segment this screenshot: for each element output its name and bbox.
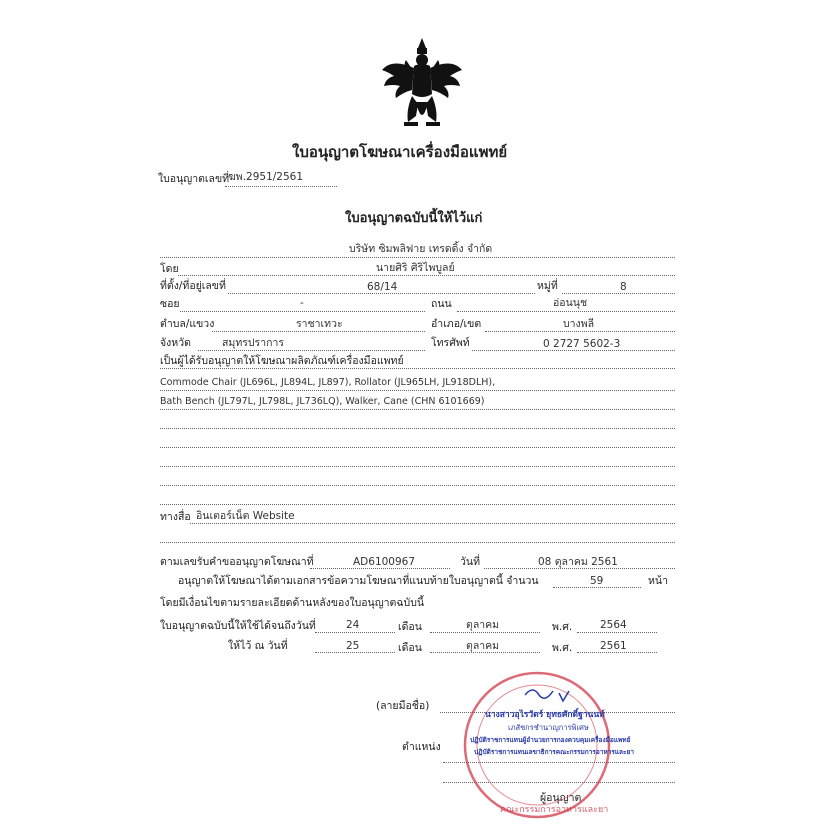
moo-value: 8	[620, 281, 627, 293]
media-label: ทางสื่อ	[160, 511, 191, 523]
signature-label: (ลายมือชื่อ)	[376, 700, 430, 712]
issued-month: ตุลาคม	[466, 640, 500, 652]
district-value: บางพลี	[563, 318, 595, 330]
road-line	[457, 311, 675, 312]
soi-label: ซอย	[160, 298, 180, 310]
issued-year: 2561	[600, 640, 627, 652]
stamp-acting-2: ปฏิบัติราชการแทนเลขาธิการคณะกรรมการอาหารและยา	[474, 748, 634, 756]
products-line-1-rule	[160, 390, 675, 391]
moo-label: หมู่ที่	[537, 280, 558, 292]
district-line	[485, 331, 675, 332]
media-value: อินเตอร์เน็ต Website	[196, 510, 295, 522]
products-line-1: Commode Chair (JL696L, JL894L, JL897), Rollator (JL965LH, JL918DLH),	[160, 377, 496, 388]
company-line	[160, 257, 675, 258]
by-label: โดย	[160, 263, 179, 275]
by-value: นายศิริ ศิริไพบูลย์	[376, 262, 455, 274]
valid-month-line	[430, 632, 540, 633]
issued-day-line	[315, 652, 395, 653]
license-no-value: ฆพ.2951/2561	[228, 171, 304, 183]
media-line-2	[160, 542, 675, 543]
products-line-2: Bath Bench (JL797L, JL798L, JL736LQ), Walker, Cane (CHN 6101669)	[160, 396, 485, 407]
blank-line-1	[160, 428, 675, 429]
phone-value: 0 2727 5602-3	[543, 338, 621, 350]
valid-day: 24	[346, 619, 360, 631]
valid-month-label: เดือน	[398, 621, 422, 633]
pages-value: 59	[590, 575, 604, 587]
moo-line	[562, 293, 675, 294]
issued-month-label: เดือน	[398, 642, 422, 654]
subdistrict-value: ราชาเทวะ	[296, 318, 343, 330]
subdistrict-line	[212, 331, 425, 332]
by-line	[178, 275, 675, 276]
road-value: อ่อนนุช	[553, 297, 588, 309]
garuda-emblem-icon	[378, 36, 466, 132]
pages-line	[553, 587, 641, 588]
stamp-seal-text: คณะกรรมการอาหารและยา	[500, 805, 609, 815]
issued-year-label: พ.ศ.	[552, 642, 573, 654]
subdistrict-label: ตำบล/แขวง	[160, 318, 215, 330]
soi-line	[180, 311, 425, 312]
blank-line-5	[160, 504, 675, 505]
media-line	[190, 523, 675, 524]
valid-until-label: ใบอนุญาตฉบับนี้ให้ใช้ได้จนถึงวันที่	[160, 620, 316, 632]
blank-line-3	[160, 466, 675, 467]
valid-day-line	[315, 632, 395, 633]
document-title: ใบอนุญาตโฆษณาเครื่องมือแพทย์	[292, 143, 508, 161]
district-label: อำเภอ/เขต	[431, 318, 482, 330]
stamp-title: เภสัชกรชำนาญการพิเศษ	[508, 723, 589, 732]
valid-year-label: พ.ศ.	[552, 621, 573, 633]
request-date-value: 08 ตุลาคม 2561	[538, 556, 618, 568]
request-line	[310, 568, 450, 569]
issued-year-line	[577, 652, 657, 653]
request-value: AD6100967	[353, 556, 416, 568]
request-date-label: วันที่	[460, 556, 480, 568]
valid-month: ตุลาคม	[466, 619, 500, 631]
issued-label: ให้ไว้ ณ วันที่	[228, 640, 288, 652]
approval-text: อนุญาตให้โฆษณาได้ตามเอกสารข้อความโฆษณาที่แนบท้ายใบอนุญาตนี้ จำนวน	[178, 575, 539, 587]
blank-line-2	[160, 447, 675, 448]
blank-line-4	[160, 485, 675, 486]
valid-year: 2564	[600, 619, 627, 631]
stamp-name: นางสาวอุไรวัตร์ ยุทธศักดิ์ฐานนท์	[485, 710, 605, 720]
issued-day: 25	[346, 640, 360, 652]
province-value: สมุทรปราการ	[222, 337, 284, 349]
approver-label: ผู้อนุญาต	[540, 792, 582, 804]
soi-value: -	[300, 297, 304, 309]
request-date-line	[484, 568, 675, 569]
request-label: ตามเลขรับคำขออนุญาตโฆษณาที่	[160, 556, 314, 568]
products-intro-line	[160, 368, 675, 369]
road-label: ถนน	[431, 298, 452, 310]
position-label: ตำแหน่ง	[402, 741, 441, 753]
valid-year-line	[577, 632, 657, 633]
address-line	[228, 293, 535, 294]
products-intro: เป็นผู้ได้รับอนุญาตให้โฆษณาผลิตภัณฑ์เครื่องมือแพทย์	[160, 355, 404, 367]
products-line-2-rule	[160, 409, 675, 410]
issued-to-heading: ใบอนุญาตฉบับนี้ให้ไว้แก่	[345, 211, 483, 226]
phone-label: โทรศัพท์	[431, 337, 470, 349]
province-label: จังหวัด	[160, 337, 191, 349]
pages-unit: หน้า	[648, 575, 668, 587]
address-no-label: ที่ตั้ง/ที่อยู่เลขที่	[160, 280, 226, 292]
conditions-text: โดยมีเงื่อนไขตามรายละเอียดด้านหลังของใบอนุญาตฉบับนี้	[160, 597, 425, 609]
phone-line	[472, 350, 675, 351]
address-no-value: 68/14	[367, 281, 398, 293]
license-no-line	[225, 186, 337, 187]
company-name: บริษัท ซิมพลิฟาย เทรดดิ้ง จำกัด	[349, 243, 493, 255]
province-line	[198, 350, 425, 351]
issued-month-line	[430, 652, 540, 653]
stamp-acting-1: ปฏิบัติราชการแทนผู้อำนวยการกองควบคุมเครื่องมือแพทย์	[470, 736, 631, 744]
license-no-label: ใบอนุญาตเลขที่	[158, 173, 230, 185]
